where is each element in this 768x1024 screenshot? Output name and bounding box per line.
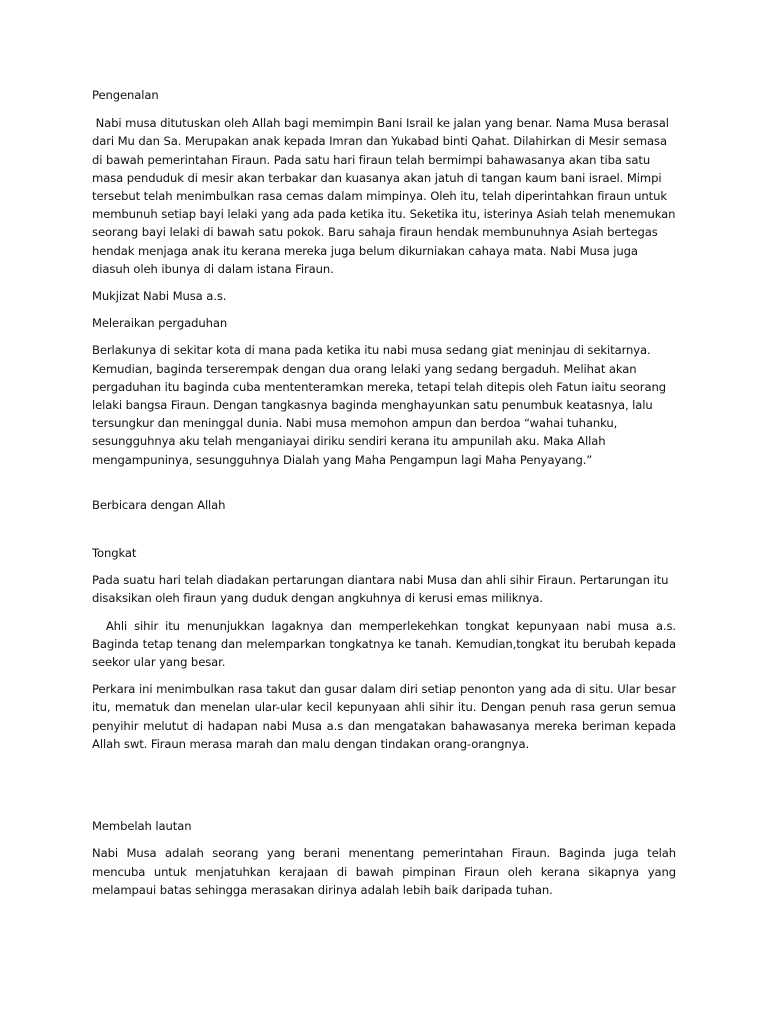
paragraph-pengenalan: Nabi musa ditutuskan oleh Allah bagi memimpin Bani Israil ke jalan yang benar. Nama Musa berasal dari Mu dan Sa. Merupakan anak kepada Imran dan Yukabad binti Qahat. Dilahirkan di Mesir semasa di bawah pemerintahan Firaun. Pada satu hari firaun telah bermimpi bahawasanya akan tiba satu masa penduduk di mesir akan terbakar dan kuasanya akan jatuh di tangan kaum bani israel. Mimpi tersebut telah menimbulkan rasa cemas dalam mimpinya. Oleh itu, telah diperintahkan firaun untuk membunuh setiap bayi lelaki yang ada pada ketika itu. Seketika itu, isterinya Asiah telah menemukan seorang bayi lelaki di bawah satu pokok. Baru sahaja firaun hendak membunuhnya Asiah bertegas hendak menjaga anak itu kerana mereka juga belum dikurniakan cahaya mata. Nabi Musa juga diasuh oleh ibunya di dalam istana Firaun. (92, 116, 679, 276)
heading-tongkat: Tongkat (92, 546, 137, 561)
paragraph-tongkat-3: Perkara ini menimbulkan rasa takut dan gusar dalam diri setiap penonton yang ada di situ. Ular besar itu, mematuk dan menelan ular-ular kecil kepunyaan ahli sihir itu. Dengan penuh rasa gerun semua penyihir melutut di hadapan nabi Musa a.s dan mengatakan bahawasanya mereka beriman kepada Allah swt. Firaun merasa marah dan malu dengan tindakan orang-orangnya. (92, 682, 676, 751)
heading-meleraikan-pergaduhan: Meleraikan pergaduhan (92, 316, 228, 331)
heading-membelah-lautan: Membelah lautan (92, 819, 192, 834)
paragraph-membelah-lautan: Nabi Musa adalah seorang yang berani menentang pemerintahan Firaun. Baginda juga telah mencuba untuk menjatuhkan kerajaan di bawah pimpinan Firaun oleh kerana sikapnya yang melampaui batas sehingga merasakan dirinya adalah lebih baik daripada tuhan. (92, 846, 676, 897)
document-page (92, 86, 680, 899)
heading-mukjizat: Mukjizat Nabi Musa a.s. (92, 289, 227, 304)
paragraph-meleraikan-pergaduhan: Berlakunya di sekitar kota di mana pada ketika itu nabi musa sedang giat meninjau di sekitarnya. Kemudian, baginda terserempak dengan dua orang lelaki yang sedang bergaduh. Melihat akan pergaduhan itu baginda cuba mententeramkan mereka, tetapi telah ditepis oleh Fatun iaitu seorang lelaki bangsa Firaun. Dengan tangkasnya baginda menghayunkan satu penumbuk keatasnya, lalu tersungkur dan meninggal dunia. Nabi musa memohon ampun dan berdoa “wahai tuhanku, sesungguhnya aku telah menganiayai diriku sendiri kerana itu ampunilah aku. Maka Allah mengampuninya, sesungguhnya Dialah yang Maha Pengampun lagi Maha Penyayang.” (92, 343, 666, 467)
heading-pengenalan: Pengenalan (92, 88, 159, 102)
heading-berbicara-dengan-allah: Berbicara dengan Allah (92, 497, 226, 512)
paragraph-tongkat-2: Ahli sihir itu menunjukkan lagaknya dan memperlekehkan tongkat kepunyaan nabi musa a.s. Baginda tetap tenang dan melemparkan tongkatnya ke tanah. Kemudian,tongkat itu berubah kepada seekor ular yang besar. (92, 618, 680, 670)
paragraph-tongkat-1: Pada suatu hari telah diadakan pertarungan diantara nabi Musa dan ahli sihir Firaun. Pertarungan itu disaksikan oleh firaun yang duduk dengan angkuhnya di kerusi emas miliknya. (92, 573, 669, 606)
